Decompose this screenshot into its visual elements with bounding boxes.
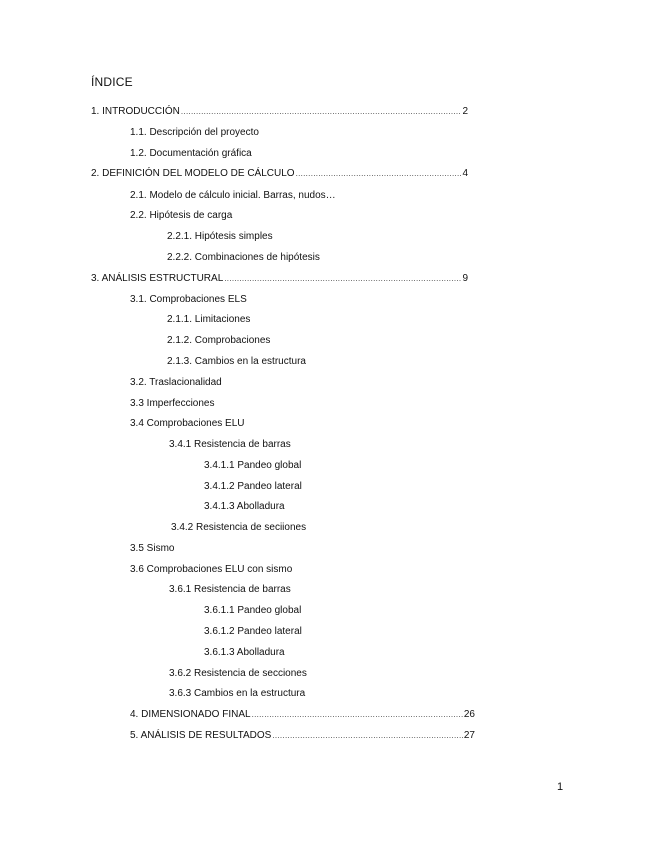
toc-entry-5 [130,729,475,743]
toc-entry-page: 27 [463,730,475,741]
toc-entry-3-4-1-2 [204,480,302,494]
toc-entry-label: 3.5 Sismo [130,543,175,554]
toc-entry-1-2 [130,147,252,161]
toc-entry-3-3 [130,397,215,411]
dot-leader [181,105,462,119]
toc-entry-label: 3.6.1.3 Abolladura [204,647,285,658]
dot-leader [272,729,463,743]
toc-entry-1 [91,105,468,119]
toc-entry-page: 9 [462,273,468,284]
toc-entry-3-6-1-2 [204,625,302,639]
toc-entry-3-4-1-3 [204,500,285,514]
toc-entry-label: 4. DIMENSIONADO FINAL [130,709,251,720]
toc-entry-label: 3. ANÁLISIS ESTRUCTURAL [91,273,224,284]
toc-entry-label: 3.6 Comprobaciones ELU con sismo [130,564,293,575]
toc-entry-label: 2.2.2. Combinaciones de hipótesis [167,252,320,263]
toc-entry-3-6 [130,563,292,577]
toc-entry-label: 2.2.1. Hipótesis simples [167,231,273,242]
toc-entry-2-2-1 [167,230,273,244]
dot-leader [296,167,462,181]
toc-entry-3-4-2 [171,521,306,535]
toc-entry-label: 3.6.1 Resistencia de barras [169,584,291,595]
toc-entry-label: 2.2. Hipótesis de carga [130,210,233,221]
toc-entry-label: 3.4.2 Resistencia de seciiones [171,522,307,533]
toc-entry-3-1 [130,293,247,307]
toc-entry-label: 3.2. Traslacionalidad [130,377,222,388]
toc-entry-3-6-1 [169,583,291,597]
toc-entry-page: 4 [462,168,468,179]
toc-entry-label: 3.4.1.2 Pandeo lateral [204,481,302,492]
toc-entry-2-1-1 [167,313,250,327]
toc-entry-3-6-1-1 [204,604,301,618]
toc-entry-3-5 [130,542,174,556]
toc-entry-3-6-2 [169,667,307,681]
toc-entry-label: 3.6.3 Cambios en la estructura [169,688,306,699]
toc-entry-1-1 [130,126,259,140]
toc-entry-label: 2.1.1. Limitaciones [167,314,251,325]
toc-entry-label: 2.1.3. Cambios en la estructura [167,356,306,367]
toc-entry-page: 26 [463,709,475,720]
page-title: ÍNDICE [91,75,133,89]
toc-entry-3-4-1-1 [204,459,301,473]
toc-entry-label: 3.6.1.1 Pandeo global [204,605,302,616]
toc-entry-2-1-2 [167,334,270,348]
toc-entry-label: 3.4 Comprobaciones ELU [130,418,245,429]
toc-entry-label: 3.4.1.1 Pandeo global [204,460,302,471]
toc-entry-label: 3.1. Comprobaciones ELS [130,294,247,305]
toc-entry-2-1 [130,189,336,203]
toc-entry-3 [91,272,468,286]
toc-entry-label: 1.1. Descripción del proyecto [130,127,259,138]
dot-leader [224,272,461,286]
toc-entry-label: 1. INTRODUCCIÓN [91,106,180,117]
toc-entry-2-1-3 [167,355,306,369]
toc-entry-label: 3.6.1.2 Pandeo lateral [204,626,302,637]
toc-entry-label: 2.1.2. Comprobaciones [167,335,271,346]
dot-leader [252,708,463,722]
toc-entry-3-6-3 [169,687,305,701]
toc-entry-page: 2 [462,106,468,117]
toc-entry-label: 2. DEFINICIÓN DEL MODELO DE CÁLCULO [91,168,295,179]
toc-entry-2 [91,167,468,181]
toc-entry-label: 2.1. Modelo de cálculo inicial. Barras, nudos… [130,190,336,201]
toc-entry-label: 3.4.1.3 Abolladura [204,501,285,512]
toc-entry-label: 3.3 Imperfecciones [130,398,215,409]
toc-entry-4 [130,708,475,722]
page-number: 1 [557,781,564,793]
toc-entry-label: 3.4.1 Resistencia de barras [169,439,291,450]
toc-entry-label: 3.6.2 Resistencia de secciones [169,668,307,679]
toc-entry-3-4-1 [169,438,291,452]
toc-entry-3-6-1-3 [204,646,285,660]
toc-entry-2-2 [130,209,232,223]
toc-entry-label: 5. ANÁLISIS DE RESULTADOS [130,730,272,741]
toc-entry-3-4 [130,417,245,431]
toc-entry-2-2-2 [167,251,320,265]
toc-entry-3-2 [130,376,222,390]
toc-entry-label: 1.2. Documentación gráfica [130,148,252,159]
